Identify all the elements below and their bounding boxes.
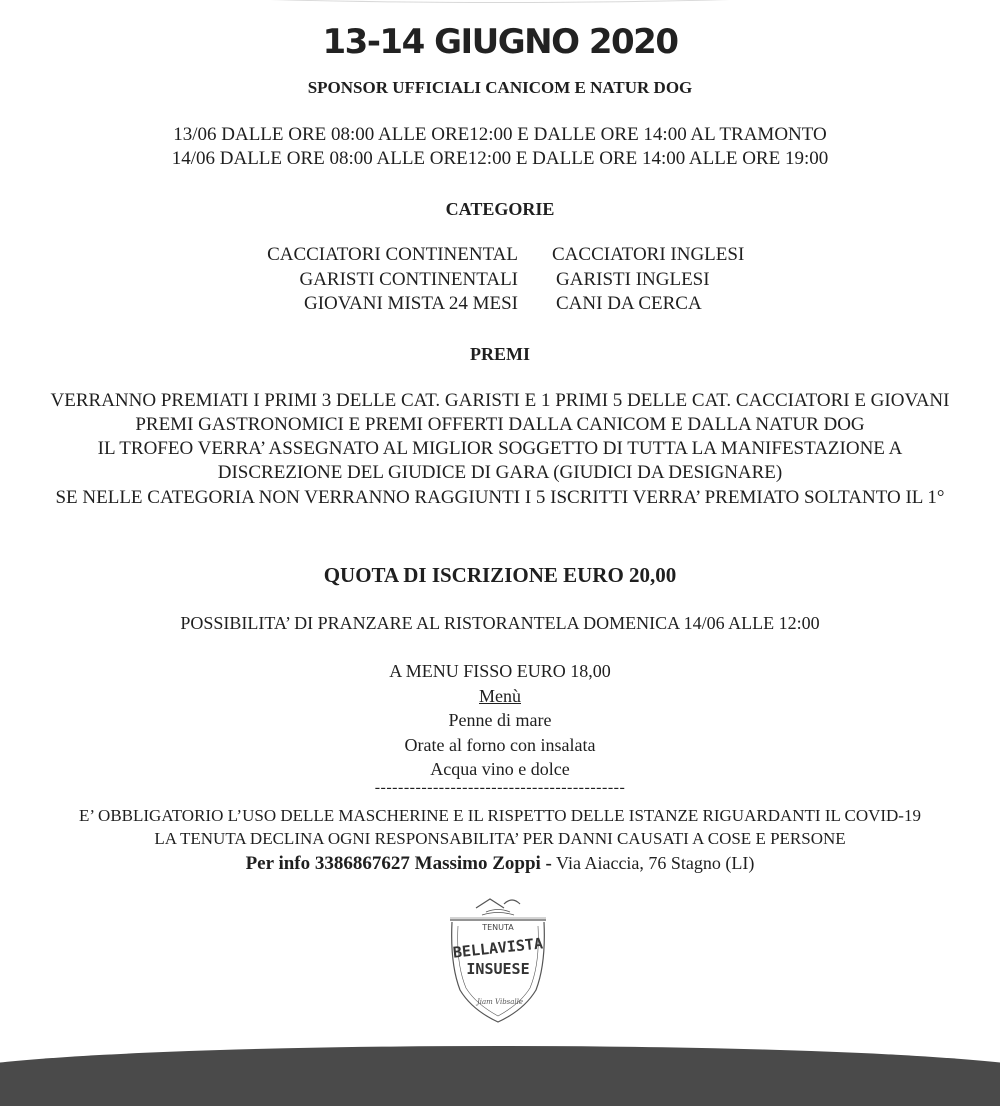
- premi-line-5: SE NELLE CATEGORIA NON VERRANNO RAGGIUNTI I 5 ISCRITTI VERRA’ PREMIATO SOLTANTO IL 1°: [55, 487, 945, 508]
- quota-iscrizione: QUOTA DI ISCRIZIONE EURO 20,00: [323, 563, 677, 587]
- category-item: CACCIATORI INGLESI: [552, 244, 745, 265]
- contact-line: [0, 851, 1000, 876]
- categorie-heading: CATEGORIE: [445, 199, 555, 219]
- top-decorative-arc: [0, 0, 1000, 3]
- schedule-line-1: 13/06 DALLE ORE 08:00 ALLE ORE12:00 E DALLE ORE 14:00 AL TRAMONTO: [173, 124, 827, 145]
- contact-info: Per info 3386867627 Massimo Zoppi -: [245, 853, 552, 874]
- pranzo-line: POSSIBILITA’ DI PRANZARE AL RISTORANTELA DOMENICA 14/06 ALLE 12:00: [180, 613, 820, 633]
- logo-insuese-text: INSUESE: [466, 960, 530, 978]
- menu-price: A MENU FISSO EURO 18,00: [389, 661, 611, 681]
- bellavista-logo: [446, 894, 550, 1030]
- category-item: GARISTI INGLESI: [556, 268, 710, 290]
- menu-item: Orate al forno con insalata: [404, 735, 596, 755]
- logo-signature: Jiam Vibsalle: [476, 998, 524, 1006]
- category-item: CANI DA CERCA: [556, 293, 702, 314]
- categorie-left-column: [267, 243, 518, 317]
- premi-line-2: PREMI GASTRONOMICI E PREMI OFFERTI DALLA CANICOM E DALLA NATUR DOG: [135, 414, 865, 435]
- event-title: 13-14 GIUGNO 2020: [322, 22, 678, 62]
- contact-address: Via Aiaccia, 76 Stagno (LI): [551, 853, 755, 873]
- menu-item: Penne di mare: [448, 710, 552, 730]
- sponsor-line: SPONSOR UFFICIALI CANICOM E NATUR DOG: [307, 78, 693, 97]
- menu-heading: Menù: [479, 686, 521, 706]
- menu-item: Acqua vino e dolce: [430, 759, 570, 779]
- premi-heading: PREMI: [470, 344, 530, 364]
- premi-line-3: IL TROFEO VERRA’ ASSEGNATO AL MIGLIOR SOGGETTO DI TUTTA LA MANIFESTAZIONE A: [97, 438, 903, 459]
- schedule-line-2: 14/06 DALLE ORE 08:00 ALLE ORE12:00 E DALLE ORE 14:00 ALLE ORE 19:00: [171, 148, 829, 169]
- premi-line-1: VERRANNO PREMIATI I PRIMI 3 DELLE CAT. GARISTI E 1 PRIMI 5 DELLE CAT. CACCIATORI E GIOVANI: [50, 390, 950, 411]
- logo-tenuta-text: TENUTA: [482, 923, 514, 932]
- categorie-right-column: [552, 243, 744, 317]
- notice-responsabilita: LA TENUTA DECLINA OGNI RESPONSABILITA’ PER DANNI CAUSATI A COSE E PERSONE: [154, 829, 846, 848]
- separator-line: -------------------------------------------: [374, 779, 626, 796]
- bottom-decorative-bar: [0, 1046, 1000, 1106]
- notice-mascherine: E’ OBBLIGATORIO L’USO DELLE MASCHERINE E IL RISPETTO DELLE ISTANZE RIGUARDANTI IL COVID-19: [79, 806, 921, 825]
- category-item: GARISTI CONTINENTALI: [299, 268, 518, 290]
- category-item: CACCIATORI CONTINENTAL: [267, 244, 518, 265]
- premi-line-4: DISCREZIONE DEL GIUDICE DI GARA (GIUDICI DA DESIGNARE): [217, 462, 783, 483]
- category-item: GIOVANI MISTA 24 MESI: [303, 293, 518, 314]
- logo-bellavista-text: BELLAVISTA: [452, 934, 544, 962]
